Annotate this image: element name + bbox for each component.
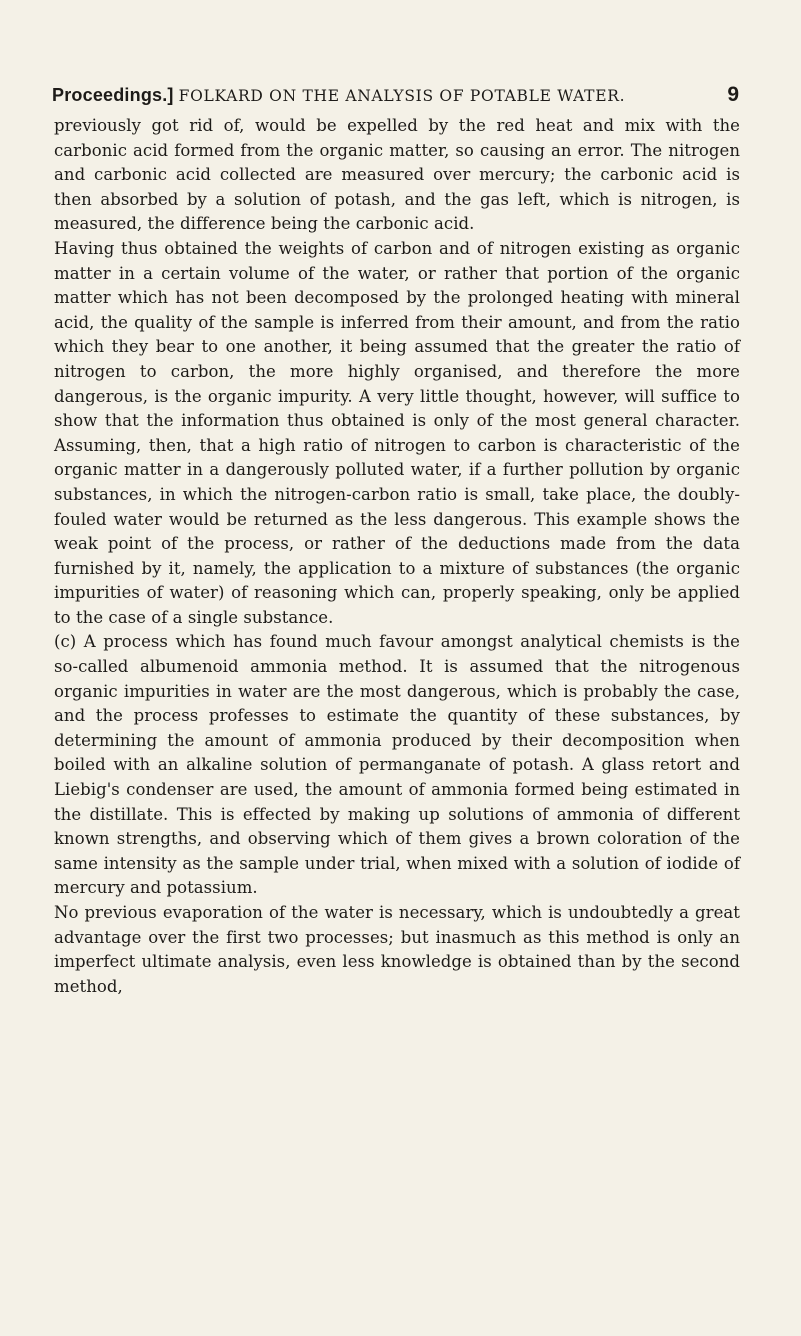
header-title: FOLKARD ON THE ANALYSIS OF POTABLE WATER.	[178, 86, 626, 105]
paragraph-1: previously got rid of, would be expelled by the red heat and mix with the carbonic acid formed from the organic matter, so causing an error. The nitrogen and carbonic acid collected are measured over mercury; the carbonic acid is then absorbed by a solution of potash, and the gas left, which is nitrogen, is measured, the difference being the carbonic acid.	[54, 116, 740, 234]
header-left	[52, 85, 625, 106]
paragraph-2: Having thus obtained the weights of carbon and of nitrogen existing as organic matter in a certain volume of the water, or rather that portion of the organic matter which has not been decomposed by the prolonged heating with mineral acid, the quality of the sample is inferred from their amount, and from the ratio which they bear to one another, it being assumed that the greater the ratio of nitrogen to carbon, the more highly organised, and therefore the more dangerous, is the organic impurity. A very little thought, however, will suffice to show that the information thus obtained is only of the most general character. Assuming, then, that a high ratio of nitrogen to carbon is characteristic of the organic matter in a dangerously polluted water, if a further pollution by organic substances, in which the nitrogen-carbon ratio is small, take place, the doubly-fouled water would be returned as the less dangerous. This example shows the weak point of the process, or rather of the deductions made from the data furnished by it, namely, the application to a mixture of substances (the organic impurities of water) of reasoning which can, properly speaking, only be applied to the case of a single substance.	[54, 238, 740, 627]
paragraph-4: No previous evaporation of the water is necessary, which is undoubtedly a great advantage over the first two processes; but inasmuch as this method is only an imperfect ultimate analysis, even less knowledge is obtained than by the second method,	[54, 903, 740, 996]
body-text	[54, 114, 740, 999]
paragraph-3: (c) A process which has found much favour amongst analytical chemists is the so-called albumenoid ammonia method. It is assumed that the nitrogenous organic impurities in water are the most dangerous, which is probably the case, and the process professes to estimate the quantity of these substances, by determining the amount of ammonia produced by their decomposition when boiled with an alkaline solution of permanganate of potash. A glass retort and Liebig's condenser are used, the amount of ammonia formed being estimated in the distillate. This is effected by making up solutions of ammonia of different known strengths, and observing which of them gives a brown coloration of the same intensity as the sample under trial, when mixed with a solution of iodide of mercury and potassium.	[54, 632, 740, 898]
running-header	[52, 82, 741, 108]
page-number: 9	[727, 83, 739, 106]
header-section: Proceedings.]	[52, 84, 174, 105]
